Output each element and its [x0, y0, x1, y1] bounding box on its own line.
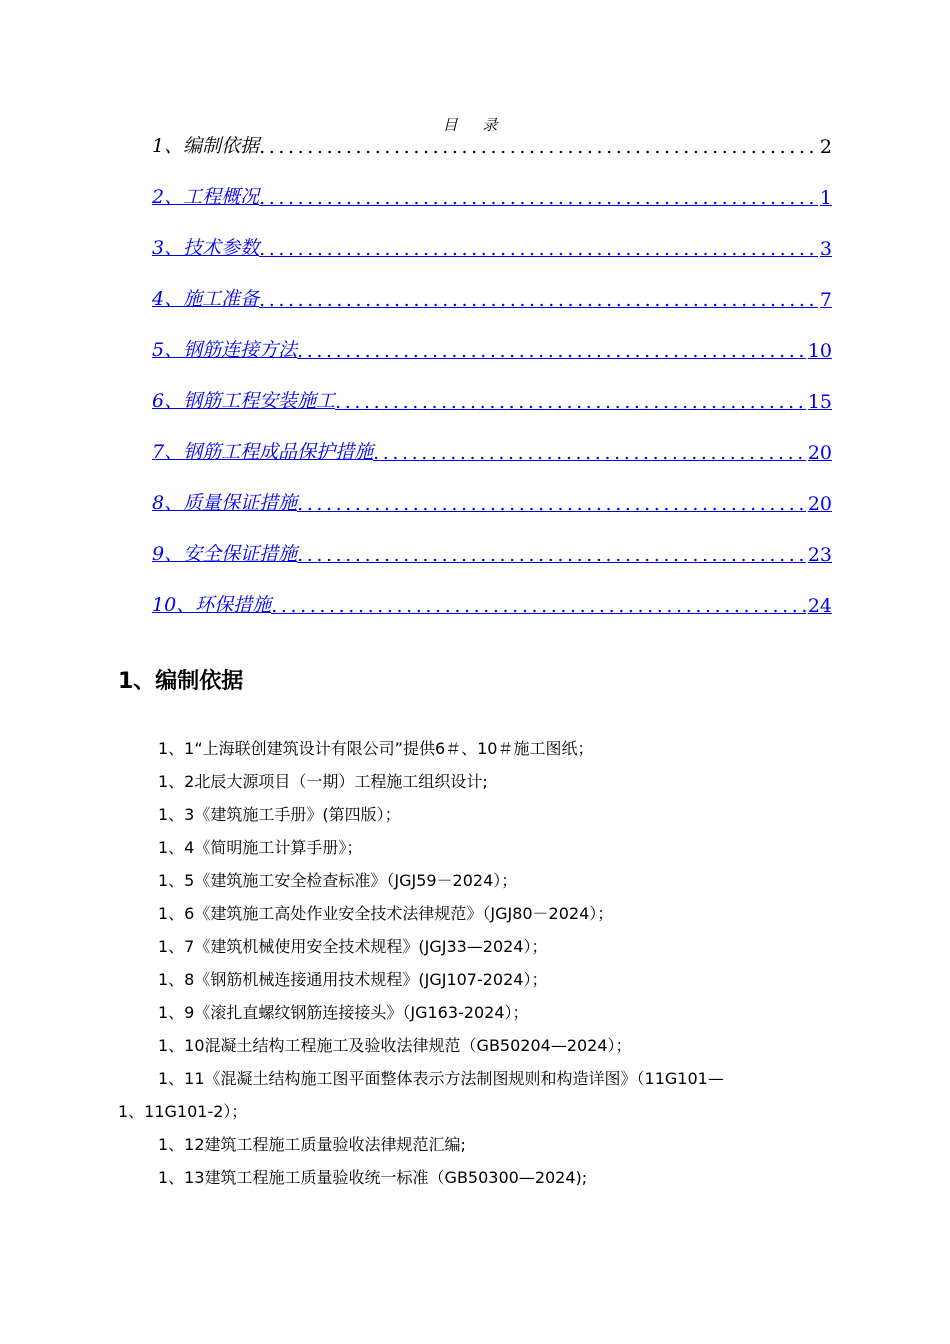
toc-entry-text: 4、施工准备	[152, 288, 260, 310]
toc-entry-page: 24	[807, 595, 832, 617]
toc-entry-text: 9、安全保证措施	[152, 543, 298, 565]
reference-item: 1、10混凝土结构工程施工及验收法律规范（GB50204—2024）；	[158, 1036, 632, 1055]
reference-item: 1、9《滚扎直螺纹钢筋连接接头》（JG163-2024）；	[158, 1003, 529, 1022]
toc-entry-page: 20	[807, 442, 832, 464]
toc-entry-page: 7	[819, 289, 832, 311]
toc-entry-2[interactable]	[152, 183, 832, 209]
toc-entry-6[interactable]	[152, 387, 832, 413]
toc-entry-page: 10	[807, 340, 832, 362]
toc-entry-8[interactable]	[152, 489, 832, 515]
toc-leader-dots	[271, 595, 806, 617]
toc-entry-4[interactable]	[152, 285, 832, 311]
toc-leader-dots	[335, 391, 806, 413]
toc-leader-dots	[259, 136, 818, 158]
toc-entry-page: 3	[819, 238, 832, 260]
toc-entry-text: 2、工程概况	[152, 186, 260, 208]
reference-item: 1、5《建筑施工安全检查标准》（JGJ59－2024）；	[158, 871, 518, 890]
toc-entry-3[interactable]	[152, 234, 832, 260]
reference-item: 1、7《建筑机械使用安全技术规程》(JGJ33—2024）；	[158, 937, 548, 956]
toc-entry-page: 15	[807, 391, 832, 413]
toc-entry-text: 7、钢筋工程成品保护措施	[152, 441, 374, 463]
toc-entry-10[interactable]	[152, 591, 832, 617]
toc-title: 目 录	[442, 116, 508, 134]
reference-item: 1、11《混凝土结构施工图平面整体表示方法制图规则和构造详图》（11G101—	[158, 1069, 724, 1088]
reference-item: 1、3《建筑施工手册》(第四版）；	[158, 805, 401, 824]
toc-entry-7[interactable]	[152, 438, 832, 464]
toc-leader-dots	[259, 289, 818, 311]
reference-item: 1、2北辰大源项目（一期）工程施工组织设计;	[158, 772, 488, 791]
toc-leader-dots	[297, 340, 806, 362]
reference-item: 1、12建筑工程施工质量验收法律规范汇编;	[158, 1135, 466, 1154]
toc-entry-1	[152, 132, 832, 158]
reference-item: 1、1“上海联创建筑设计有限公司”提供6＃、10＃施工图纸；	[158, 739, 594, 758]
reference-item: 1、4《简明施工计算手册》；	[158, 838, 363, 857]
toc-leader-dots	[259, 238, 818, 260]
toc-entry-text: 8、质量保证措施	[152, 492, 298, 514]
reference-item: 1、13建筑工程施工质量验收统一标准（GB50300—2024);	[158, 1168, 588, 1187]
toc-leader-dots	[259, 187, 818, 209]
reference-item: 1、8《钢筋机械连接通用技术规程》(JGJ107-2024）；	[158, 970, 548, 989]
toc-entry-text: 3、技术参数	[152, 237, 260, 259]
toc-entry-page: 1	[819, 187, 832, 209]
reference-item: 1、6《建筑施工高处作业安全技术法律规范》（JGJ80－2024）；	[158, 904, 614, 923]
toc-entry-page: 2	[819, 136, 832, 158]
toc-leader-dots	[297, 493, 806, 515]
toc-entry-page: 23	[807, 544, 832, 566]
toc-entry-5[interactable]	[152, 336, 832, 362]
section-heading: 1、编制依据	[118, 669, 244, 694]
toc-leader-dots	[373, 442, 806, 464]
toc-entry-text: 6、钢筋工程安装施工	[152, 390, 336, 412]
reference-item-continuation: 1、11G101-2）；	[118, 1102, 248, 1121]
toc-entry-page: 20	[807, 493, 832, 515]
toc-entry-9[interactable]	[152, 540, 832, 566]
toc-entry-text: 1、编制依据	[152, 135, 260, 157]
toc-entry-text: 10、环保措施	[152, 594, 272, 616]
toc-leader-dots	[297, 544, 806, 566]
toc-entry-text: 5、钢筋连接方法	[152, 339, 298, 361]
